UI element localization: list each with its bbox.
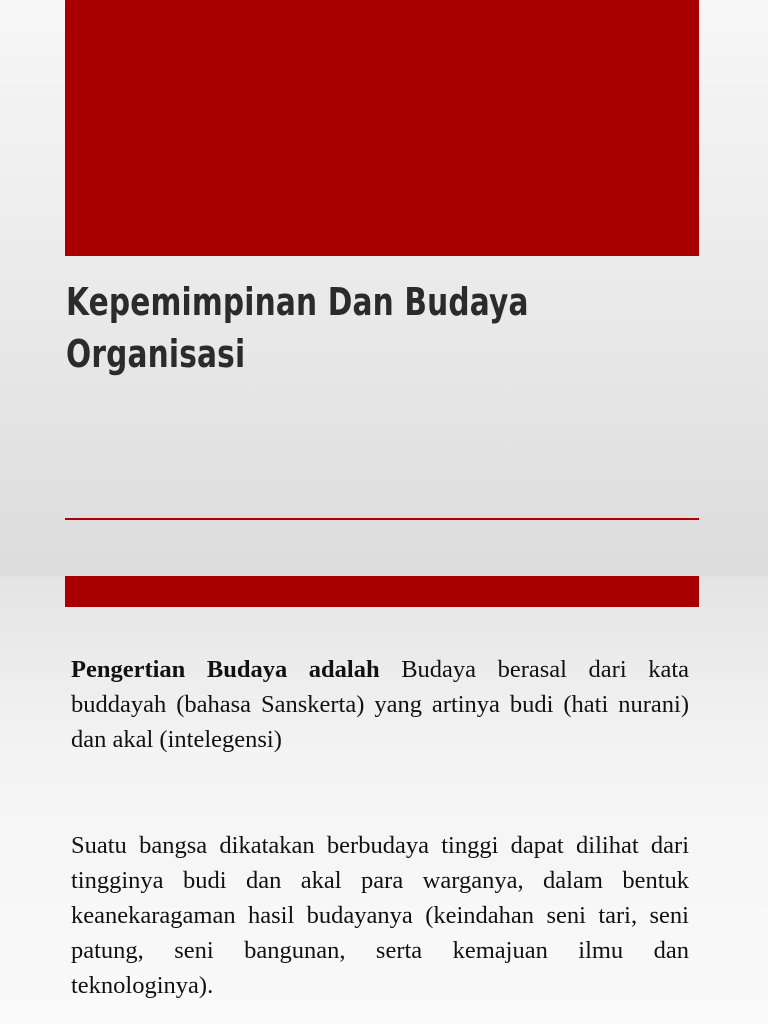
culture-paragraph: Suatu bangsa dikatakan berbudaya tinggi dapat dilihat dari tingginya budi dan akal para warganya, dalam bentuk keanekaragaman hasil budayanya (keindahan seni tari, seni patung, seni bangunan, serta kemajuan ilmu dan teknologinya). <box>71 832 689 999</box>
slide-title <box>66 276 550 380</box>
content-slide <box>0 576 768 1024</box>
title-underline-rule <box>65 518 699 520</box>
content-slide-red-banner <box>65 576 699 607</box>
definition-paragraph <box>71 652 689 757</box>
title-slide-red-banner <box>65 0 699 256</box>
slide-title-line-2: Organisasi <box>66 332 246 376</box>
definition-lead: Pengertian Budaya adalah <box>71 656 380 683</box>
definition-text: Budaya berasal dari kata buddayah (bahasa Sanskerta) yang artinya budi (hati nurani) dan akal (intelegensi) <box>71 656 690 753</box>
slide-title-line-1: Kepemimpinan Dan Budaya <box>66 280 529 324</box>
